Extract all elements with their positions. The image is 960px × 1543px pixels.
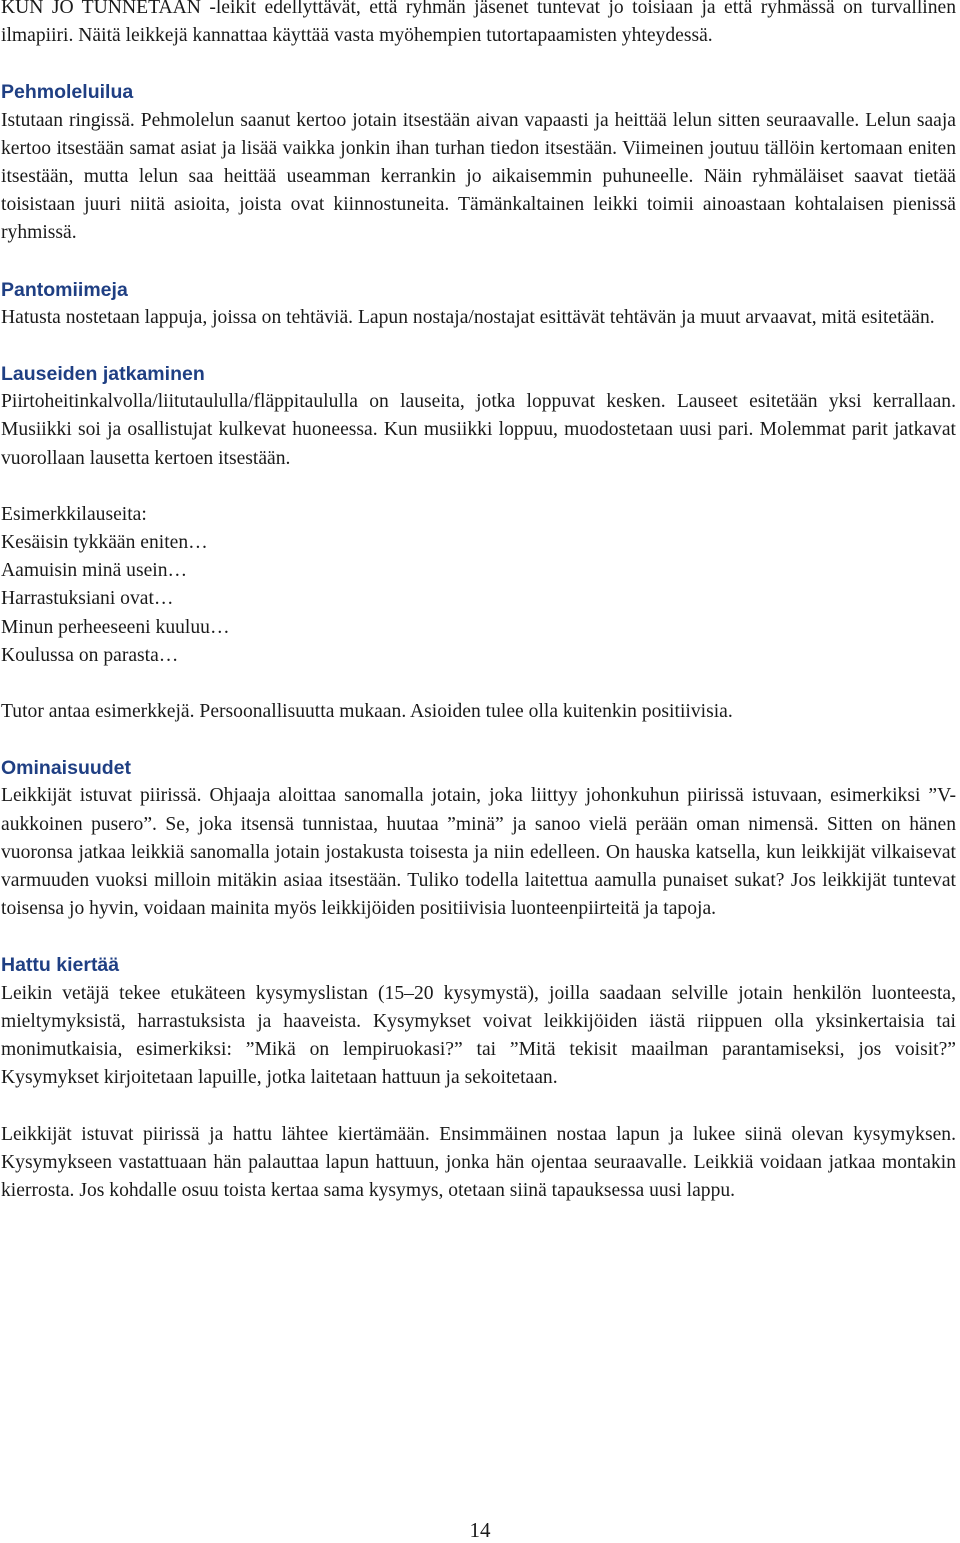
section-heading-hattu: Hattu kiertää bbox=[1, 954, 120, 977]
tutor-note: Tutor antaa esimerkkejä. Persoonallisuutta mukaan. Asioiden tulee olla kuitenkin positiivisia. bbox=[1, 701, 733, 723]
section-heading-lauseiden: Lauseiden jatkaminen bbox=[1, 363, 205, 386]
section-text-ominaisuudet: Leikkijät istuvat piirissä. Ohjaaja aloittaa sanomalla jotain, joka liittyy johonkuhun piirissä istuvaan, esimerkiksi ”V-aukkoinen pusero”. Se, joka itsensä tunnistaa, huutaa ”minä” ja sanoo vielä perään oman nimensä. Sitten on hänen vuoronsa jatkaa leikkiä sanomalla jotain jostakusta toisesta ja niin edelleen. On hauska katsella, kun leikkijät vilkaisevat varmuuden vuoksi milloin mitäkin asiaa itsestään. Tuliko todella laitettua aamulla punaiset sukat? Jos leikkijät tuntevat toisensa jo hyvin, voidaan mainita myös leikkijöiden positiivisia luonteenpiirteitä ja tapoja. bbox=[1, 785, 956, 920]
page-number: 14 bbox=[469, 1518, 491, 1542]
intro-paragraph: KUN JO TUNNETAAN -leikit edellyttävät, että ryhmän jäsenet tuntevat jo toisiaan ja että ryhmässä on turvallinen ilmapiiri. Näitä leikkejä kannattaa käyttää vasta myöhempien tutortapaamisten yhteydessä. bbox=[1, 0, 956, 47]
section-text-lauseiden: Piirtoheitinkalvolla/liitutaululla/fläppitaululla on lauseita, jotka loppuvat kesken. Lauseet esitetään yksi kerrallaan. Musiikki soi ja osallistujat kulkevat huoneessa. Kun musiikki loppuu, muodostetaan uusi pari. Molemmat parit jatkavat vuorollaan lausetta kertoen itsestään. bbox=[1, 391, 956, 469]
section-heading-pehmoleluilua: Pehmoleluilua bbox=[1, 81, 134, 104]
section-text-pehmoleluilua: Istutaan ringissä. Pehmolelun saanut kertoo jotain itsestään aivan vapaasti ja heittää lelun sitten seuraavalle. Lelun saaja kertoo itsestään samat asiat ja lisää vaikka jonkin ihan turhan tiedon itsestään. Viimeinen joutuu tällöin kertomaan eniten itsestään, mutta lelun saa heittää useamman kerrankin jo aikaisemmin puhuneelle. Näin ryhmäläiset saavat tietää toisistaan juuri niitä asioita, joista ovat kiinnostuneita. Tämänkaltainen leikki toimii ainoastaan kohtalaisen pienissä ryhmissä. bbox=[1, 109, 956, 244]
section-text-hattu-1: Leikin vetäjä tekee etukäteen kysymyslistan (15–20 kysymystä), joilla saadaan selville jotain henkilön luonteesta, mieltymyksistä, harrastuksista ja haaveista. Kysymykset voivat leikkijöiden iästä riippuen olla yksinkertaisia tai monimutkaisia, esimerkiksi: ”Mikä on lempiruokasi?” tai ”Mitä tekisit maailman parantamiseksi, jos voisit?” Kysymykset kirjoitetaan lapuille, jotka laitetaan hattuun ja sekoitetaan. bbox=[1, 982, 956, 1089]
example-line: Koulussa on parasta… bbox=[1, 644, 179, 666]
page-content bbox=[1, 0, 956, 1205]
section-text-pantomiimeja: Hatusta nostetaan lappuja, joissa on tehtäviä. Lapun nostaja/nostajat esittävät tehtävän ja muut arvaavat, mitä esitetään. bbox=[1, 306, 935, 328]
section-heading-pantomiimeja: Pantomiimeja bbox=[1, 278, 128, 301]
section-heading-ominaisuudet: Ominaisuudet bbox=[1, 757, 132, 780]
example-line: Minun perheeseeni kuuluu… bbox=[1, 616, 230, 638]
section-text-hattu-2: Leikkijät istuvat piirissä ja hattu lähtee kiertämään. Ensimmäinen nostaa lapun ja lukee siinä olevan kysymyksen. Kysymykseen vastattuaan hän palauttaa lapun hattuun, jonka hän ojentaa seuraavalle. Leikkiä voidaan jatkaa montakin kierrosta. Jos kohdalle osuu toista kertaa sama kysymys, otetaan siinä tapauksessa uusi lappu. bbox=[1, 1123, 956, 1201]
example-line: Aamuisin minä usein… bbox=[1, 560, 188, 582]
example-line: Harrastuksiani ovat… bbox=[1, 588, 174, 610]
examples-label: Esimerkkilauseita: bbox=[1, 503, 147, 525]
example-line: Kesäisin tykkään eniten… bbox=[1, 532, 208, 554]
